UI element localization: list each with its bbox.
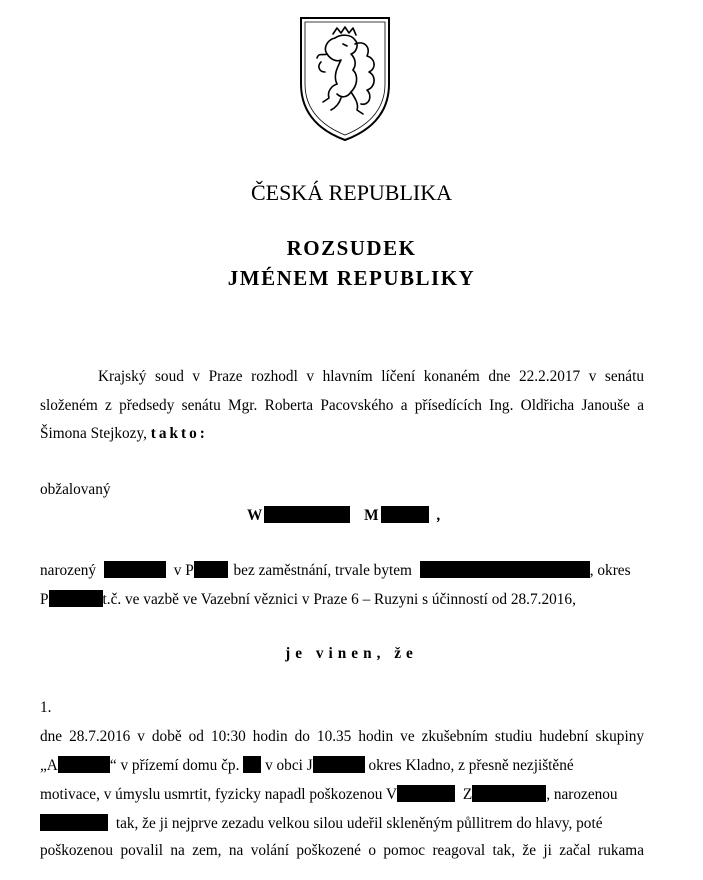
born-female-text: , narozenou [546,786,618,803]
motive-text: motivace, v úmyslu usmrtit, fyzicky napadl poškozenou V [40,786,398,803]
count-line-2 [40,756,644,775]
district-initial: P [40,591,49,608]
state-emblem [297,14,393,142]
defendant-initial-1: W [247,507,263,524]
document-subtitle: JMÉNEM REPUBLIKY [227,266,476,290]
redaction [58,756,110,773]
redaction [243,756,261,773]
intro-line-3 [40,425,208,443]
district-text: , okres [589,562,631,579]
verdict-text: je vinen, že [285,645,418,662]
country-name: ČESKÁ REPUBLIKA [250,180,453,205]
redaction [49,590,103,607]
building-text: “ v přízemí domu čp. [109,757,240,774]
redaction [313,756,365,773]
redaction [472,785,546,802]
count-number: 1. [40,699,52,716]
born-line [40,561,644,580]
takto-label: takto: [150,425,208,442]
count-line-1: dne 28.7.2016 v době od 10:30 hodin do 10.35 hodin ve zkušebním studiu hudební skupiny [40,728,644,745]
village-text: v obci J [265,757,313,774]
redaction [420,561,590,578]
verdict-label [0,645,703,663]
document-title: ROZSUDEK [286,236,417,260]
count-line-4-text: tak, že ji nejprve zezadu velkou silou udeřil skleněným půllitrem do hlavy, poté [115,815,603,832]
defendant-initial-2: M [364,507,379,524]
redaction [104,561,166,578]
band-prefix: „A [40,757,58,774]
count-line-4 [40,814,644,833]
count-line-3 [40,785,644,804]
born-place: v P [173,562,194,579]
defendant-label: obžalovaný [40,481,111,498]
defendant-name [247,506,440,525]
born-label: narozený [40,562,97,579]
custody-line [40,590,576,609]
region-text: okres Kladno, z přesně nezjištěné [368,757,574,774]
intro-line-3-text: Šimona Stejkozy, [40,425,147,442]
intro-line-2: složeném z předsedy senátu Mgr. Roberta Pacovského a přísedících Ing. Oldřicha Janouše a [40,397,644,414]
redaction [397,785,455,802]
employment-text: bez zaměstnání, trvale bytem [233,562,412,579]
victim-initial: Z [462,786,473,803]
intro-line-1: Krajský soud v Praze rozhodl v hlavním líčení konaném dne 22.2.2017 v senátu [98,368,644,385]
redaction [381,506,429,523]
redaction [40,814,108,831]
redaction [194,561,228,578]
count-line-5: poškozenou povalil na zem, na volání poškozené o pomoc reagoval tak, že ji začal rukama [40,842,644,859]
redaction [264,506,350,523]
custody-text: t.č. ve vazbě ve Vazební věznici v Praze 6 – Ruzyni s účinností od 28.7.2016, [102,591,576,608]
defendant-trail: , [436,507,441,524]
